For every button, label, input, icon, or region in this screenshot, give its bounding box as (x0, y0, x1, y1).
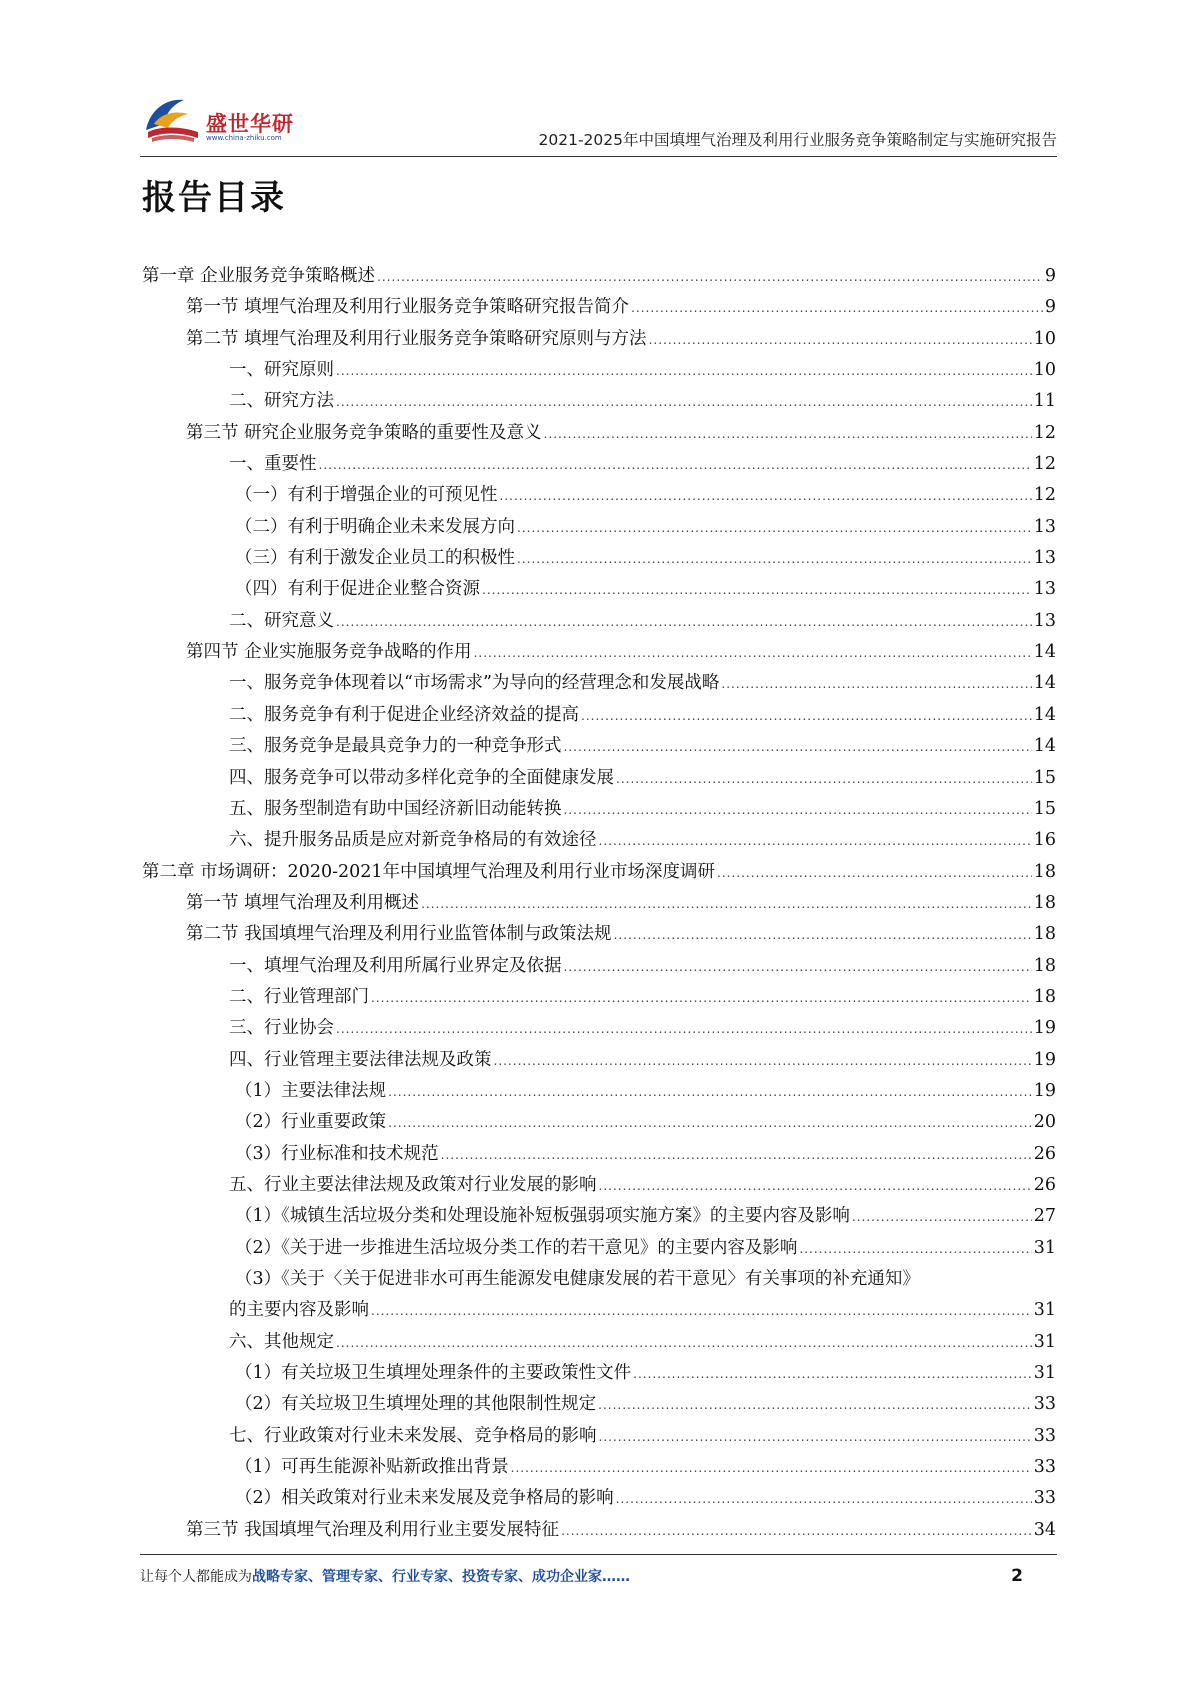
toc-entry-page: 14 (1033, 736, 1056, 757)
toc-entry-label: 第一节 填埋气治理及利用概述 (186, 892, 420, 913)
toc-entry-page: 18 (1033, 861, 1056, 882)
toc-leader-dots (421, 889, 1032, 920)
toc-entry-label: （1）《城镇生活垃圾分类和处理设施补短板强弱项实施方案》的主要内容及影响 (235, 1206, 850, 1227)
toc-entry-label: 五、服务型制造有助中国经济新旧动能转换 (229, 798, 562, 819)
toc-entry-label: 第三节 我国填埋气治理及利用行业主要发展特征 (186, 1519, 560, 1540)
toc-leader-dots (388, 1077, 1032, 1108)
toc-entry-page: 26 (1033, 1143, 1056, 1164)
toc-leader-dots (544, 419, 1032, 450)
toc-entry-page: 15 (1033, 798, 1056, 819)
toc-entry-page: 26 (1033, 1174, 1056, 1195)
toc-entry-label: （2）《关于进一步推进生活垃圾分类工作的若干意见》的主要内容及影响 (235, 1237, 798, 1258)
toc-entry[interactable] (142, 1013, 1056, 1044)
toc-leader-dots (336, 356, 1032, 387)
toc-entry-page: 13 (1033, 516, 1056, 537)
toc-leader-dots (581, 701, 1032, 732)
toc-entry[interactable] (142, 1201, 1056, 1232)
toc-entry-page: 13 (1033, 548, 1056, 569)
toc-leader-dots (649, 325, 1032, 356)
toc-leader-dots (721, 669, 1031, 700)
logo-emblem-icon (140, 80, 206, 146)
toc-entry-page: 14 (1033, 704, 1056, 725)
toc-entry-page: 19 (1033, 1018, 1056, 1039)
toc-entry[interactable] (142, 825, 1056, 856)
toc-entry-label: 第二节 填埋气治理及利用行业服务竞争策略研究原则与方法 (186, 328, 647, 349)
page-number: 2 (1011, 1566, 1023, 1586)
toc-entry-page: 33 (1033, 1457, 1056, 1478)
toc-leader-dots (336, 1328, 1032, 1359)
toc-leader-dots (616, 764, 1032, 795)
toc-entry[interactable] (142, 386, 1056, 417)
footer-slogan-lead: 让每个人都能成为 (140, 1569, 252, 1585)
toc-entry[interactable] (142, 1170, 1056, 1201)
toc-entry-label: （2）行业重要政策 (235, 1112, 387, 1133)
toc-entry-label: 七、行业政策对行业未来发展、竞争格局的影响 (229, 1425, 597, 1446)
toc-entry-label: （1）主要法律法规 (235, 1080, 387, 1101)
page-header (140, 80, 1057, 158)
toc-leader-dots (799, 1234, 1031, 1265)
toc-entry[interactable] (142, 731, 1056, 762)
toc-entry[interactable] (142, 951, 1056, 982)
toc-entry-page: 18 (1033, 892, 1056, 913)
toc-entry-label: （二）有利于明确企业未来发展方向 (235, 516, 515, 537)
toc-entry-label: （3）行业标准和技术规范 (235, 1143, 439, 1164)
toc-leader-dots (441, 1140, 1032, 1171)
toc-entry[interactable] (142, 1076, 1056, 1107)
toc-entry-page: 18 (1033, 986, 1056, 1007)
toc-entry-label: 四、行业管理主要法律法规及政策 (229, 1049, 492, 1070)
toc-entry-page: 18 (1033, 924, 1056, 945)
toc-entry-page: 31 (1033, 1237, 1056, 1258)
toc-entry[interactable] (142, 637, 1056, 668)
document-title: 2021-2025年中国填埋气治理及利用行业服务竞争策略制定与实施研究报告 (538, 131, 1057, 149)
toc-entry[interactable] (142, 1515, 1056, 1546)
toc-entry-label: （2）相关政策对行业未来发展及竞争格局的影响 (235, 1488, 614, 1509)
toc-leader-dots (336, 1014, 1032, 1045)
toc-entry-label: 五、行业主要法律法规及政策对行业发展的影响 (229, 1174, 597, 1195)
toc-entry[interactable] (142, 1045, 1056, 1076)
toc-entry[interactable] (142, 1139, 1056, 1170)
toc-leader-dots (633, 1359, 1032, 1390)
toc-entry[interactable] (142, 1389, 1056, 1420)
toc-leader-dots (517, 544, 1032, 575)
toc-leader-dots (599, 1422, 1032, 1453)
toc-entry[interactable] (142, 1358, 1056, 1389)
toc-entry-page: 33 (1033, 1425, 1056, 1446)
toc-entry[interactable] (142, 543, 1056, 574)
toc-entry-page: 20 (1033, 1112, 1056, 1133)
page-footer (140, 1566, 1057, 1590)
toc-entry-label: 第二节 我国填埋气治理及利用行业监管体制与政策法规 (186, 924, 612, 945)
toc-entry-page: 31 (1033, 1363, 1056, 1384)
toc-entry-page: 19 (1033, 1049, 1056, 1070)
toc-leader-dots (371, 983, 1032, 1014)
toc-entry[interactable] (142, 1452, 1056, 1483)
toc-entry[interactable] (142, 982, 1056, 1013)
toc-entry[interactable] (142, 480, 1056, 511)
toc-entry[interactable] (142, 574, 1056, 605)
toc-leader-dots (598, 1390, 1032, 1421)
toc-entry-page: 13 (1033, 610, 1056, 631)
toc-entry-label: 二、研究意义 (229, 610, 334, 631)
footer-slogan-roles: 战略专家、管理专家、行业专家、投资专家、成功企业家…… (252, 1569, 630, 1585)
toc-leader-dots (494, 1046, 1032, 1077)
toc-leader-dots (564, 952, 1032, 983)
header-divider (140, 156, 1057, 157)
toc-leader-dots (616, 1484, 1032, 1515)
toc-entry-page: 12 (1033, 485, 1056, 506)
toc-leader-dots (561, 1516, 1032, 1547)
company-logo (140, 80, 340, 150)
toc-leader-dots (336, 607, 1032, 638)
toc-entry-label: 一、研究原则 (229, 360, 334, 381)
toc-entry-page: 33 (1033, 1394, 1056, 1415)
toc-entry-page: 14 (1033, 673, 1056, 694)
toc-entry[interactable] (142, 292, 1056, 323)
toc-entry-page: 11 (1033, 391, 1056, 412)
toc-leader-dots (319, 450, 1032, 481)
toc-leader-dots (388, 1108, 1032, 1139)
toc-leader-dots (482, 575, 1032, 606)
toc-entry-page: 31 (1033, 1300, 1056, 1321)
toc-entry-label: （1）可再生能源补贴新政推出背景 (235, 1457, 509, 1478)
toc-entry-page: 27 (1033, 1206, 1056, 1227)
toc-leader-dots (377, 262, 1043, 293)
toc-entry-page: 9 (1044, 266, 1056, 286)
toc-entry-label: （2）有关垃圾卫生填埋处理的其他限制性规定 (235, 1394, 597, 1415)
toc-entry[interactable] (142, 857, 1056, 888)
toc-entry[interactable] (142, 1327, 1056, 1358)
toc-entry[interactable] (142, 919, 1056, 950)
toc-entry[interactable] (142, 794, 1056, 825)
brand-name: 盛世华研 (206, 112, 294, 136)
toc-entry[interactable] (142, 763, 1056, 794)
toc-entry-label: 二、研究方法 (229, 391, 334, 412)
toc-entry[interactable] (142, 606, 1056, 637)
toc-leader-dots (852, 1202, 1032, 1233)
toc-entry[interactable] (142, 512, 1056, 543)
toc-entry-label: 第四节 企业实施服务竞争战略的作用 (186, 642, 472, 663)
toc-entry-label: （四）有利于促进企业整合资源 (235, 579, 480, 600)
toc-entry-label: 三、行业协会 (229, 1018, 334, 1039)
toc-leader-dots (631, 293, 1043, 324)
toc-entry-label: （一）有利于增强企业的可预见性 (235, 485, 498, 506)
toc-entry-label: 六、提升服务品质是应对新竞争格局的有效途径 (229, 830, 597, 851)
toc-entry-label: （三）有利于激发企业员工的积极性 (235, 548, 515, 569)
toc-leader-dots (599, 1171, 1032, 1202)
brand-url: www.china-zhiku.com (206, 134, 282, 142)
toc-leader-dots (336, 387, 1032, 418)
toc-entry-page: 12 (1033, 454, 1056, 475)
toc-entry-label: 三、服务竞争是最具竞争力的一种竞争形式 (229, 736, 562, 757)
toc-entry-page: 12 (1033, 422, 1056, 443)
toc-leader-dots (614, 920, 1032, 951)
toc-leader-dots (599, 826, 1032, 857)
toc-entry[interactable] (142, 418, 1056, 449)
toc-leader-dots (500, 481, 1032, 512)
toc-leader-dots (371, 1296, 1032, 1327)
toc-leader-dots (511, 1453, 1032, 1484)
toc-entry-label: 第二章 市场调研：2020-2021年中国填埋气治理及利用行业市场深度调研 (142, 861, 716, 882)
toc-entry-label: 第一节 填埋气治理及利用行业服务竞争策略研究报告简介 (186, 297, 630, 318)
toc-entry[interactable] (142, 449, 1056, 480)
footer-divider (140, 1554, 1057, 1555)
toc-entry-page: 33 (1033, 1488, 1056, 1509)
toc-entry-page: 19 (1033, 1080, 1056, 1101)
toc-entry[interactable] (142, 1107, 1056, 1138)
toc-entry[interactable] (142, 700, 1056, 731)
toc-entry-label: 一、填埋气治理及利用所属行业界定及依据 (229, 955, 562, 976)
toc-entry[interactable] (142, 1233, 1056, 1264)
toc-entry[interactable] (142, 261, 1056, 292)
toc-entry-label: 六、其他规定 (229, 1331, 334, 1352)
toc-entry-page: 18 (1033, 955, 1056, 976)
toc-entry-label: 第三节 研究企业服务竞争策略的重要性及意义 (186, 422, 542, 443)
toc-entry[interactable] (142, 1295, 1056, 1326)
toc-entry-page: 34 (1033, 1519, 1056, 1540)
toc-entry-label: 一、重要性 (229, 454, 317, 475)
toc-entry-label: （1）有关垃圾卫生填埋处理条件的主要政策性文件 (235, 1363, 632, 1384)
table-of-contents (142, 261, 1056, 1546)
toc-leader-dots (474, 638, 1032, 669)
toc-entry-label: 二、行业管理部门 (229, 986, 369, 1007)
toc-leader-dots (717, 858, 1032, 889)
toc-entry[interactable] (142, 1483, 1056, 1514)
toc-entry-page: 16 (1033, 830, 1056, 851)
toc-entry-page: 15 (1033, 767, 1056, 788)
toc-entry-label: 二、服务竞争有利于促进企业经济效益的提高 (229, 704, 579, 725)
toc-leader-dots (517, 513, 1032, 544)
toc-entry-label: 的主要内容及影响 (229, 1300, 369, 1321)
toc-entry-label: 四、服务竞争可以带动多样化竞争的全面健康发展 (229, 767, 614, 788)
toc-entry[interactable] (142, 1421, 1056, 1452)
toc-entry-page: 14 (1033, 642, 1056, 663)
toc-entry[interactable] (142, 668, 1056, 699)
toc-entry[interactable] (142, 888, 1056, 919)
toc-entry-label: 一、服务竞争体现着以“市场需求”为导向的经营理念和发展战略 (229, 673, 720, 694)
toc-leader-dots (564, 795, 1032, 826)
toc-entry-label: （3）《关于〈关于促进非水可再生能源发电健康发展的若干意见〉有关事项的补充通知》 (235, 1269, 920, 1289)
toc-entry-page: 10 (1033, 328, 1056, 349)
toc-entry-page: 9 (1044, 297, 1056, 318)
toc-entry[interactable] (142, 1264, 1056, 1295)
toc-leader-dots (564, 732, 1032, 763)
toc-entry-label: 第一章 企业服务竞争策略概述 (142, 266, 376, 286)
toc-entry-page: 31 (1033, 1331, 1056, 1352)
toc-entry[interactable] (142, 324, 1056, 355)
toc-entry-page: 10 (1033, 360, 1056, 381)
page-title: 报告目录 (142, 178, 286, 218)
toc-entry-page: 13 (1033, 579, 1056, 600)
toc-entry[interactable] (142, 355, 1056, 386)
